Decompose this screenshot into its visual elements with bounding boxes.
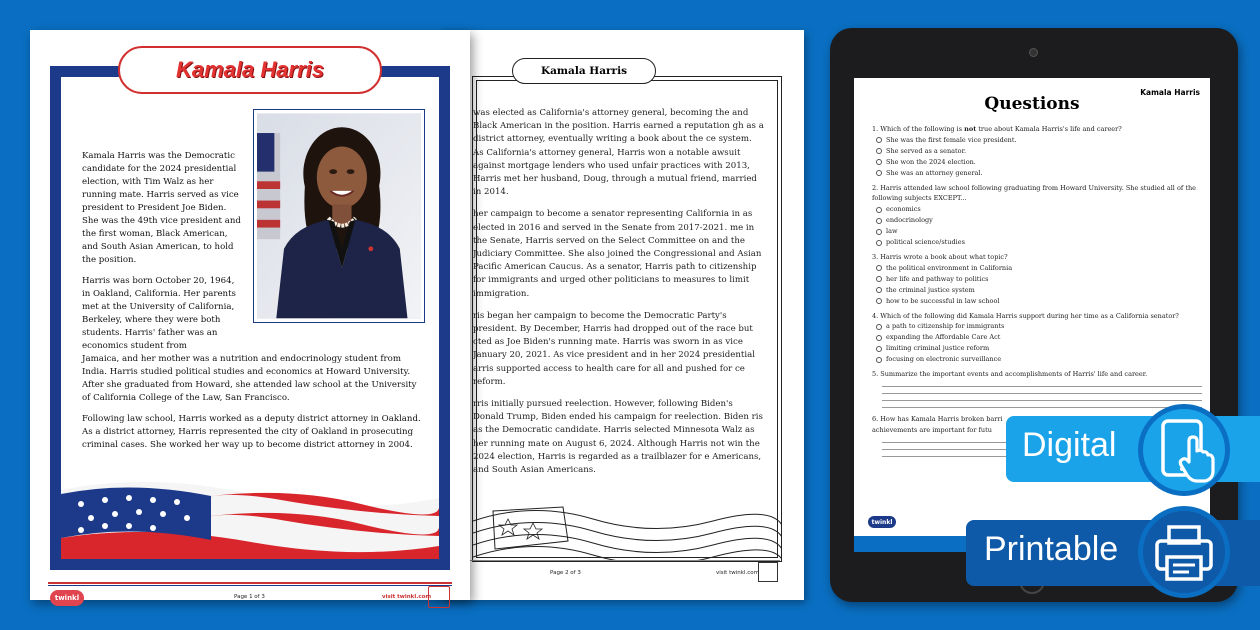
answer-line[interactable] bbox=[882, 449, 1022, 450]
radio-icon[interactable] bbox=[876, 265, 882, 271]
question-3-option-4[interactable] bbox=[872, 296, 1202, 307]
answer-line[interactable] bbox=[882, 400, 1202, 401]
question-1-text-bold: not bbox=[964, 125, 977, 133]
answer-line[interactable] bbox=[882, 442, 1022, 443]
page1-title: Kamala Harris bbox=[176, 57, 324, 82]
page2-paragraph-4: rris initially pursued reelection. However, following Biden's Donald Trump, Biden ended his campaign for reelection. Biden ris as the Democratic candidate. Harris selected Minnesota Walz as her running mate on August 6, 2024. Although Harris not win the 2024 election, Harris is regarded as a trailblazer for e Americans, and South Asian Americans. bbox=[473, 399, 763, 476]
answer-line[interactable] bbox=[882, 393, 1202, 394]
option-label: economics bbox=[886, 205, 921, 214]
radio-icon[interactable] bbox=[876, 207, 882, 213]
option-label: the criminal justice system bbox=[886, 285, 975, 294]
option-label: how to be successful in law school bbox=[886, 296, 1000, 305]
page2-footer bbox=[440, 560, 804, 586]
printer-icon bbox=[1138, 506, 1230, 598]
question-1-option-1[interactable] bbox=[872, 135, 1202, 146]
radio-icon[interactable] bbox=[876, 357, 882, 363]
question-1 bbox=[872, 124, 1202, 179]
question-3-option-1[interactable] bbox=[872, 263, 1202, 274]
worksheet-page-1 bbox=[30, 30, 470, 600]
question-4-option-2[interactable] bbox=[872, 332, 1202, 343]
flag-outline-illustration bbox=[473, 501, 782, 561]
radio-icon[interactable] bbox=[876, 159, 882, 165]
question-5 bbox=[872, 369, 1202, 408]
page2-paragraph-2: her campaign to become a senator representing California in as elected in 2016 and served in the Senate from 2017-2021. me in the Senate, Harris served on the Select Committee on and the Judiciary Committee. She also joined the Congressional and Asian Pacific American Caucus. As a senator, Harris path to citizenship for immigrants and urged other politicians to measures to limit immigration. bbox=[473, 209, 762, 299]
question-4-option-4[interactable] bbox=[872, 354, 1202, 365]
page1-site-link[interactable]: visit twinkl.com bbox=[382, 594, 432, 600]
radio-icon[interactable] bbox=[876, 148, 882, 154]
worksheet-page-2 bbox=[440, 30, 804, 600]
page2-page-number: Page 2 of 3 bbox=[550, 570, 581, 576]
question-4 bbox=[872, 311, 1202, 366]
radio-icon[interactable] bbox=[876, 298, 882, 304]
radio-icon[interactable] bbox=[876, 346, 882, 352]
question-2-option-4[interactable] bbox=[872, 237, 1202, 248]
page1-footer-rule-red bbox=[48, 582, 452, 584]
option-label: a path to citizenship for immigrants bbox=[886, 322, 1005, 331]
answer-line[interactable] bbox=[882, 407, 1202, 408]
radio-icon[interactable] bbox=[876, 335, 882, 341]
question-1-text-pre: 1. Which of the following is bbox=[872, 125, 965, 133]
page1-paragraph-1: Kamala Harris was the Democratic candidate for the 2024 presidential election, with Tim Walz as her running mate. Harris served as vice president to President Joe Biden. She was the 49th vice president and the first woman, Black American, and South Asian American, to hold the position. bbox=[82, 151, 241, 265]
radio-icon[interactable] bbox=[876, 240, 882, 246]
option-label: limiting criminal justice reform bbox=[886, 344, 990, 353]
page1-quality-badge-icon bbox=[428, 586, 450, 608]
question-4-text: 4. Which of the following did Kamala Harris support during her time as a California senator? bbox=[872, 311, 1179, 320]
option-label: political science/studies bbox=[886, 238, 965, 247]
radio-icon[interactable] bbox=[876, 137, 882, 143]
page2-paragraph-3: ris began her campaign to become the Democratic Party's president. By December, Harris had dropped out of the race but cted as Joe Biden's running mate. Harris was sworn in as vice January 20, 2021. As vice president and in her 2024 presidential arris supported access to health care for all and pushed for ce reform. bbox=[473, 310, 755, 387]
page2-title: Kamala Harris bbox=[512, 58, 656, 84]
question-1-text bbox=[872, 124, 1202, 135]
page2-footer-rule bbox=[440, 560, 780, 561]
printable-label: Printable bbox=[984, 530, 1119, 568]
option-label: law bbox=[886, 227, 898, 236]
page1-paragraph-2b: Jamaica, and her mother was a nutrition and endocrinology student from India. Harris studied political studies and economics at Howard University. After she graduated from Howard, she attended law school at the University of California College of the Law, San Francisco. bbox=[82, 354, 417, 403]
radio-icon[interactable] bbox=[876, 229, 882, 235]
question-1-option-3[interactable] bbox=[872, 157, 1202, 168]
question-3-option-3[interactable] bbox=[872, 285, 1202, 296]
option-label: She was the first female vice president. bbox=[886, 135, 1017, 144]
option-label: the political environment in California bbox=[886, 263, 1013, 272]
question-2-option-1[interactable] bbox=[872, 204, 1202, 215]
option-label: focusing on electronic surveillance bbox=[886, 355, 1002, 364]
page1-paragraph-3: Following law school, Harris worked as a deputy district attorney in Oakland. As a district attorney, Harris represented the city of Oakland in prosecuting criminal cases. She worked her way up to become district attorney in 2004. bbox=[82, 414, 421, 450]
screen-title: Questions bbox=[984, 94, 1080, 114]
page2-quality-badge-icon bbox=[758, 562, 778, 582]
tablet-camera-icon bbox=[1029, 48, 1038, 57]
question-2-option-2[interactable] bbox=[872, 215, 1202, 226]
question-3 bbox=[872, 252, 1202, 307]
digital-label: Digital bbox=[1022, 426, 1117, 464]
radio-icon[interactable] bbox=[876, 276, 882, 282]
radio-icon[interactable] bbox=[876, 170, 882, 176]
question-2-text: 2. Harris attended law school following graduating from Howard University. She studied all of the following subjects EXCEPT... bbox=[872, 183, 1196, 203]
question-1-option-2[interactable] bbox=[872, 146, 1202, 157]
page1-paragraph-2a: Harris was born October 20, 1964, in Oakland, California. Her parents met at the University of California, Berkeley, where they were both students. Harris' father was an economics student from bbox=[82, 276, 236, 351]
option-label: expanding the Affordable Care Act bbox=[886, 333, 1001, 342]
option-label: She was an attorney general. bbox=[886, 168, 983, 177]
screen-header: Kamala Harris bbox=[1140, 88, 1200, 97]
page1-footer-rule-blue bbox=[48, 585, 452, 586]
answer-line[interactable] bbox=[882, 386, 1202, 387]
question-4-option-1[interactable] bbox=[872, 321, 1202, 332]
page2-frame bbox=[472, 76, 782, 562]
option-label: She served as a senator. bbox=[886, 146, 967, 155]
question-3-text: 3. Harris wrote a book about what topic? bbox=[872, 252, 1008, 261]
page1-page-number: Page 1 of 3 bbox=[234, 594, 265, 600]
option-label: She won the 2024 election. bbox=[886, 157, 976, 166]
question-1-text-post: true about Kamala Harris's life and career? bbox=[976, 125, 1122, 133]
radio-icon[interactable] bbox=[876, 324, 882, 330]
question-1-option-4[interactable] bbox=[872, 168, 1202, 179]
question-2-option-3[interactable] bbox=[872, 226, 1202, 237]
screen-twinkl-logo: twinkl bbox=[868, 516, 896, 528]
radio-icon[interactable] bbox=[876, 218, 882, 224]
option-label: endocrinology bbox=[886, 216, 933, 225]
tablet-touch-icon bbox=[1138, 404, 1230, 496]
question-4-option-3[interactable] bbox=[872, 343, 1202, 354]
twinkl-logo: twinkl bbox=[50, 590, 84, 606]
page2-paragraph-1: was elected as California's attorney general, becoming the and Black American in the position. Harris earned a reputation gh as a district attorney, eventually writing a book about the ce system. As California's attorney general, Harris won a notable awsuit against mortgage lenders who used unfair practices with 2013, Harris met her husband, Doug, through a mutual friend, married in 2014. bbox=[473, 108, 764, 198]
page1-body bbox=[82, 150, 422, 460]
question-2 bbox=[872, 183, 1202, 248]
page2-body bbox=[473, 107, 765, 486]
answer-line[interactable] bbox=[882, 456, 1022, 457]
page2-site-link[interactable]: visit twinkl.com bbox=[716, 570, 759, 576]
american-flag-illustration bbox=[61, 480, 439, 559]
radio-icon[interactable] bbox=[876, 287, 882, 293]
question-3-option-2[interactable] bbox=[872, 274, 1202, 285]
question-6-text: 6. How has Kamala Harris broken barri achievements are important for futu bbox=[872, 414, 1003, 434]
question-5-text: 5. Summarize the important events and accomplishments of Harris' life and career. bbox=[872, 370, 1148, 379]
page1-title-banner bbox=[118, 46, 382, 94]
option-label: her life and pathway to politics bbox=[886, 274, 989, 283]
